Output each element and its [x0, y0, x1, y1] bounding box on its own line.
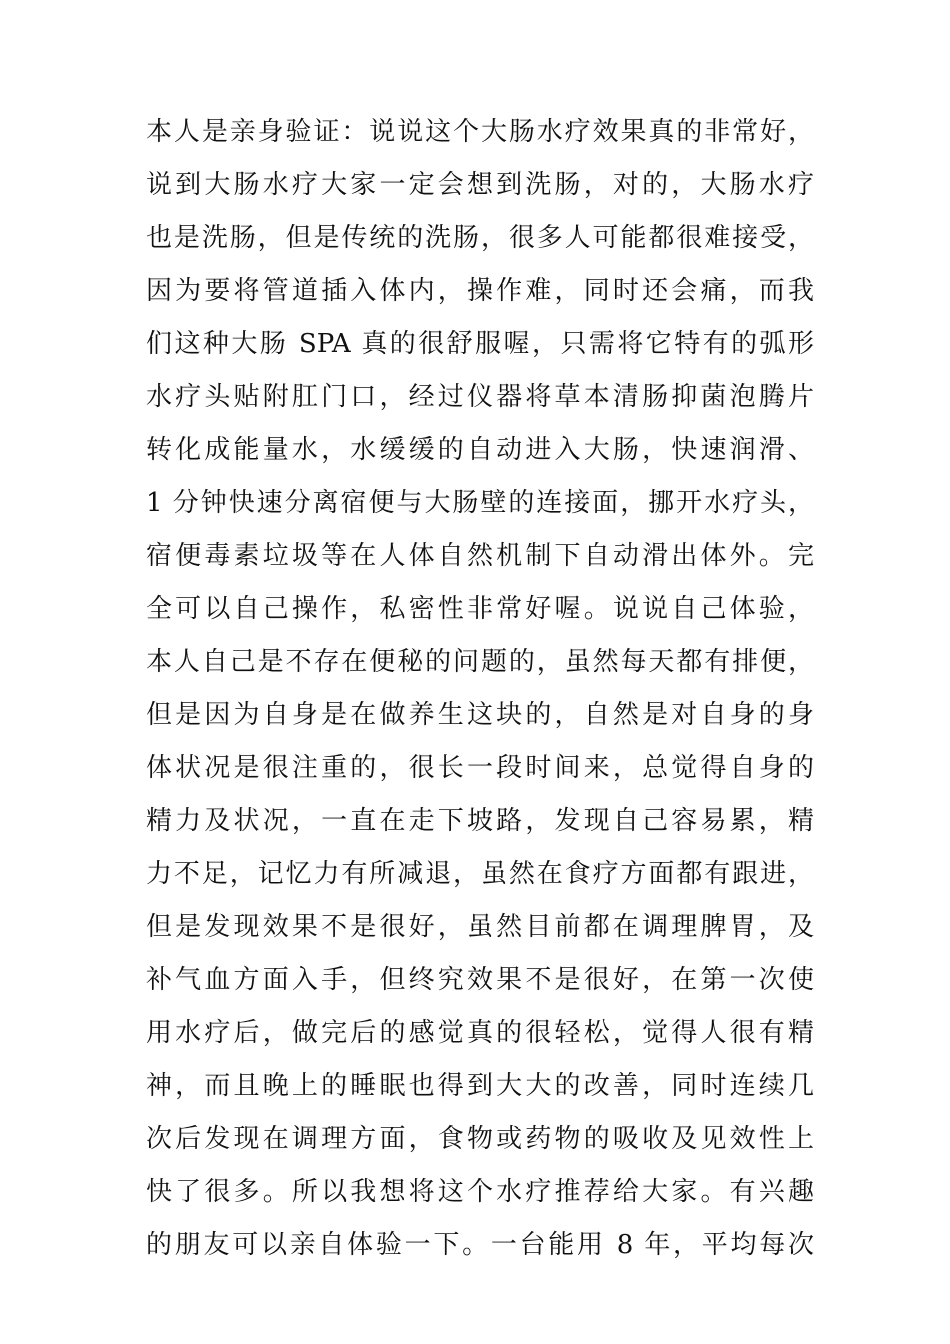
text-line: 本人自己是不存在便秘的问题的，虽然每天都有排便， [146, 647, 814, 677]
text-line: 快了很多。所以我想将这个水疗推荐给大家。有兴趣 [146, 1177, 814, 1207]
text-line: 次后发现在调理方面，食物或药物的吸收及见效性上 [146, 1124, 814, 1154]
text-line: 全可以自己操作，私密性非常好喔。说说自己体验， [146, 594, 814, 624]
text-line: 们这种大肠 SPA 真的很舒服喔，只需将它特有的弧形 [146, 329, 814, 359]
text-line: 体状况是很注重的，很长一段时间来，总觉得自身的 [146, 753, 814, 783]
text-line: 神，而且晚上的睡眠也得到大大的改善，同时连续几 [146, 1071, 814, 1101]
text-line: 转化成能量水，水缓缓的自动进入大肠，快速润滑、 [146, 435, 814, 465]
text-line: 水疗头贴附肛门口，经过仪器将草本清肠抑菌泡腾片 [146, 382, 814, 412]
text-line: 宿便毒素垃圾等在人体自然机制下自动滑出体外。完 [146, 541, 814, 571]
text-line: 精力及状况，一直在走下坡路，发现自己容易累，精 [146, 806, 814, 836]
body-text [146, 106, 814, 1272]
text-line: 的朋友可以亲自体验一下。一台能用 8 年，平均每次 [146, 1230, 814, 1260]
text-line: 说到大肠水疗大家一定会想到洗肠，对的，大肠水疗 [146, 170, 814, 200]
text-line: 1 分钟快速分离宿便与大肠壁的连接面，挪开水疗头， [146, 488, 814, 518]
text-line: 因为要将管道插入体内，操作难，同时还会痛，而我 [146, 276, 814, 306]
text-line: 力不足，记忆力有所减退，虽然在食疗方面都有跟进， [146, 859, 814, 889]
text-line: 但是因为自身是在做养生这块的，自然是对自身的身 [146, 700, 814, 730]
text-line: 本人是亲身验证：说说这个大肠水疗效果真的非常好， [146, 117, 814, 147]
text-line: 用水疗后，做完后的感觉真的很轻松，觉得人很有精 [146, 1018, 814, 1048]
text-line: 补气血方面入手，但终究效果不是很好，在第一次使 [146, 965, 814, 995]
text-line: 但是发现效果不是很好，虽然目前都在调理脾胃，及 [146, 912, 814, 942]
text-line: 也是洗肠，但是传统的洗肠，很多人可能都很难接受， [146, 223, 814, 253]
